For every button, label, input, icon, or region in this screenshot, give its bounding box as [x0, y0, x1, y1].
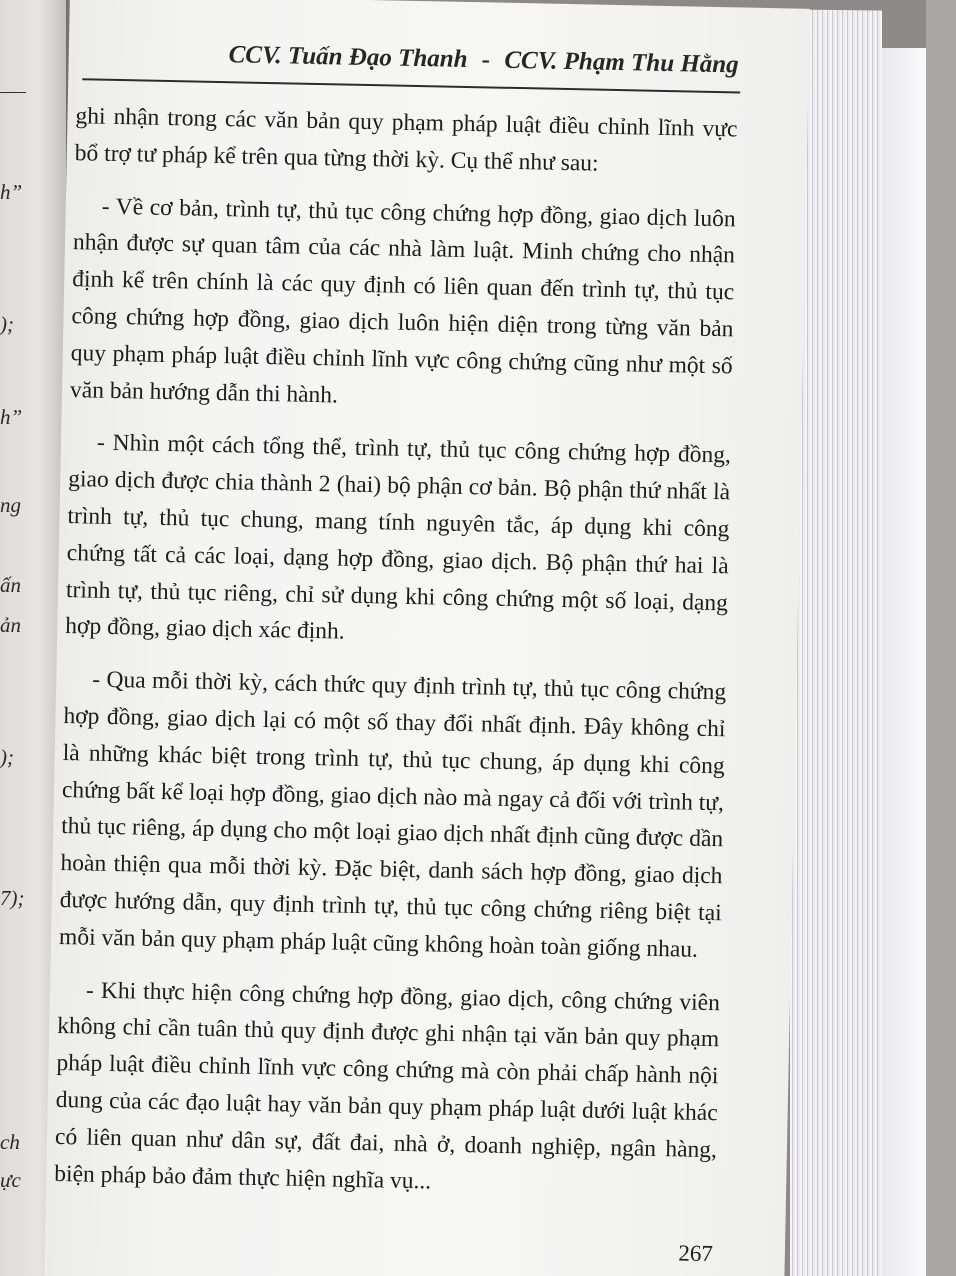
header-rule: [82, 78, 740, 93]
paragraph: - Về cơ bản, trình tự, thủ tục công chứng hợp đồng, giao dịch luôn nhận được sự quan tâm của các nhà làm luật. Minh chứng cho nhận định kể trên chính là các quy định có liên quan đến trình tự, thủ tục công chứng hợp đồng, giao dịch luôn hiện diện trong từng văn bản quy phạm pháp luật điều chỉnh lĩnh vực công chứng cũng như một số văn bản hướng dẫn thi hành.: [69, 193, 736, 409]
paragraph: - Qua mỗi thời kỳ, cách thức quy định trình tự, thủ tục công chứng hợp đồng, giao dịch lại có một số thay đổi nhất định. Đây không chỉ là những khác biệt trong trình tự, thủ tục chung, áp dụng khi công chứng bất kể loại hợp đồng, giao dịch nào mà ngay cả đối với trình tự, thủ tục riêng, áp dụng cho một loại giao dịch nhất định cũng được dần hoàn thiện qua mỗi thời kỳ. Đặc biệt, danh sách hợp đồng, giao dịch được hướng dẫn, quy định trình tự, thủ tục công chứng riêng biệt tại mỗi văn bản quy phạm pháp luật cũng không hoàn toàn giống nhau.: [58, 666, 727, 963]
background: [926, 0, 956, 1276]
left-page-fragment: h”: [0, 180, 23, 204]
paragraph: ghi nhận trong các văn bản quy phạm pháp luật điều chỉnh lĩnh vực bổ trợ tư pháp kể trên qua từng thời kỳ. Cụ thể như sau:: [74, 103, 738, 177]
left-page-fragment: );: [0, 312, 14, 336]
left-page-fragment: ch: [0, 1130, 20, 1154]
left-page-fragment: ng: [0, 493, 21, 517]
header-separator: -: [481, 46, 491, 74]
left-page-fragment: h”: [0, 405, 23, 429]
left-page-rule: [0, 92, 26, 93]
paragraph: - Nhìn một cách tổng thể, trình tự, thủ tục công chứng hợp đồng, giao dịch được chia thành 2 (hai) bộ phận cơ bản. Bộ phận thứ nhất là trình tự, thủ tục chung, mang tính nguyên tắc, áp dụng khi công chứng tất cả các loại, dạng hợp đồng, giao dịch. Bộ phận thứ hai là trình tự, thủ tục riêng, chỉ sử dụng khi công chứng một số loại, dạng hợp đồng, giao dịch xác định.: [65, 430, 732, 645]
left-page-fragment: );: [0, 745, 14, 769]
left-page-fragment: 7);: [0, 886, 25, 910]
header-author-2: CCV. Phạm Thu Hằng: [504, 46, 739, 79]
book-page: [44, 0, 810, 1276]
left-page-fragment: ực: [0, 1168, 21, 1192]
header-author-1: CCV. Tuấn Đạo Thanh: [228, 41, 468, 73]
left-page-fragment: ấn: [0, 573, 21, 597]
page-body: [54, 98, 738, 1221]
running-header: [228, 41, 739, 79]
left-page-fragment: ản: [0, 613, 21, 637]
page-number: 267: [678, 1240, 714, 1267]
book-cover-edge: [876, 48, 926, 1276]
paragraph: - Khi thực hiện công chứng hợp đồng, giao dịch, công chứng viên không chỉ cần tuân thủ quy định được ghi nhận tại văn bản quy phạm pháp luật điều chỉnh lĩnh vực công chứng mà còn phải chấp hành nội dung của các đạo luật hay văn bản quy phạm pháp luật dưới luật khác có liên quan như dân sự, đất đai, nhà ở, doanh nghiệp, ngân hàng, biện pháp bảo đảm thực hiện nghĩa vụ...: [54, 977, 721, 1195]
